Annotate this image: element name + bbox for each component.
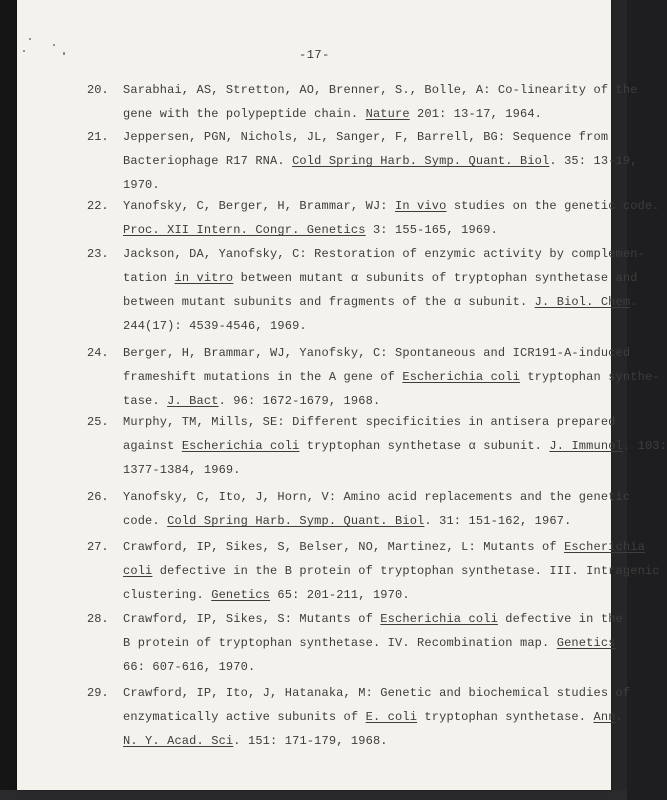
reference-line [123,415,616,429]
underlined-citation-text: Ann [593,710,616,724]
underlined-citation-text: Nature [365,107,410,121]
citation-text: . 31: 151-162, 1967. [424,514,572,528]
reference-line [123,271,638,285]
scan-speck [23,50,25,52]
reference-line [123,710,623,724]
citation-text: defective in the [497,612,623,626]
citation-text: 201: 13-17, 1964. [409,107,543,121]
reference-number: 22. [87,199,109,213]
underlined-citation-text: J. Bact [167,394,219,408]
reference-line [123,734,388,748]
reference-number: 29. [87,686,109,700]
citation-text: . 103: [622,439,667,453]
citation-text: Jackson, DA, Yanofsky, C: Restoration of enzymic activity by complemen- [123,247,645,261]
reference-line [123,588,410,602]
reference-line [123,463,241,477]
underlined-citation-text: coli [123,564,153,578]
citation-text: tryptophan synthe- [519,370,660,384]
reference-line [123,370,660,384]
citation-text: Crawford, IP, Sikes, S, Belser, NO, Martinez, L: Mutants of [123,540,565,554]
citation-text: 66: 607-616, 1970. [123,660,256,674]
citation-text: Bacteriophage R17 RNA. [123,154,293,168]
document-page [17,0,667,790]
citation-text: tryptophan synthetase. [417,710,594,724]
scan-border-left [0,0,17,800]
reference-line [123,612,623,626]
underlined-citation-text: J. Immunol [549,439,623,453]
underlined-citation-text: Escherichia coli [380,612,498,626]
underlined-citation-text: Cold Spring Harb. Symp. Quant. Biol [292,154,550,168]
scan-speck [29,38,31,40]
reference-number: 28. [87,612,109,626]
citation-text: between mutant α subunits of tryptophan synthetase and [233,271,638,285]
citation-text: 244(17): 4539-4546, 1969. [123,319,307,333]
citation-text: B protein of tryptophan synthetase. IV. Recombination map. [123,636,557,650]
reference-number: 26. [87,490,109,504]
citation-text: . 35: 13-19, [549,154,638,168]
reference-line [123,130,608,144]
citation-text: Crawford, IP, Sikes, S: Mutants of [123,612,381,626]
underlined-citation-text: Cold Spring Harb. Symp. Quant. Biol [167,514,425,528]
citation-text: 65: 201-211, 1970. [270,588,410,602]
reference-line [123,636,616,650]
underlined-citation-text: Genetics [556,636,616,650]
citation-text: tase. [123,394,168,408]
reference-line [123,319,307,333]
scan-border-right [611,0,627,800]
reference-line [123,660,255,674]
reference-line [123,107,542,121]
citation-text: . [615,710,623,724]
underlined-citation-text: Proc. XII Intern. Congr. Genetics [123,223,366,237]
reference-line [123,540,645,554]
reference-line [123,178,160,192]
reference-number: 20. [87,83,109,97]
citation-text: against [123,439,182,453]
reference-line [123,394,380,408]
scan-speck [53,44,55,46]
citation-text: studies on the genetic code. [446,199,660,213]
citation-text: Jeppersen, PGN, Nichols, JL, Sanger, F, Barrell, BG: Sequence from [123,130,609,144]
citation-text: Yanofsky, C, Ito, J, Horn, V: Amino acid replacements and the genetic [123,490,631,504]
reference-line [123,247,645,261]
reference-number: 21. [87,130,109,144]
citation-text: clustering. [123,588,212,602]
reference-line [123,83,638,97]
reference-line [123,564,660,578]
reference-line [123,346,630,360]
citation-text: . 151: 171-179, 1968. [233,734,388,748]
citation-text: Crawford, IP, Ito, J, Hatanaka, M: Genetic and biochemical studies of [123,686,631,700]
underlined-citation-text: Genetics [211,588,271,602]
reference-line [123,439,667,453]
scan-border-bottom [0,790,627,800]
scan-speck [63,52,65,55]
citation-text: defective in the B protein of tryptophan synthetase. III. Intragenic [152,564,660,578]
reference-number: 24. [87,346,109,360]
reference-number: 27. [87,540,109,554]
citation-text: Murphy, TM, Mills, SE: Different specificities in antisera prepared [123,415,616,429]
reference-number: 23. [87,247,109,261]
citation-text: . 96: 1672-1679, 1968. [218,394,381,408]
citation-text: code. [123,514,168,528]
citation-text: Sarabhai, AS, Stretton, AO, Brenner, S., Bolle, A: Co-linearity of the [123,83,638,97]
reference-line [123,686,630,700]
reference-number: 25. [87,415,109,429]
underlined-citation-text: Escherichia [564,540,645,554]
citation-text: enzymatically active subunits of [123,710,366,724]
reference-line [123,199,660,213]
citation-text: tryptophan synthetase α subunit. [299,439,550,453]
underlined-citation-text: In vivo [395,199,447,213]
citation-text: frameshift mutations in the A gene of [123,370,403,384]
citation-text: gene with the polypeptide chain. [123,107,366,121]
page-number: -17- [299,48,330,62]
citation-text: 1377-1384, 1969. [123,463,241,477]
citation-text: 1970. [123,178,160,192]
reference-line [123,295,638,309]
citation-text: . [630,295,638,309]
underlined-citation-text: Escherichia coli [402,370,520,384]
reference-line [123,514,571,528]
citation-text: Berger, H, Brammar, WJ, Yanofsky, C: Spontaneous and ICR191-A-induced [123,346,631,360]
reference-line [123,490,630,504]
reference-line [123,223,498,237]
underlined-citation-text: in vitro [174,271,234,285]
citation-text: Yanofsky, C, Berger, H, Brammar, WJ: [123,199,395,213]
reference-line [123,154,638,168]
underlined-citation-text: Escherichia coli [181,439,300,453]
underlined-citation-text: N. Y. Acad. Sci [123,734,234,748]
citation-text: 3: 155-165, 1969. [365,223,498,237]
citation-text: between mutant subunits and fragments of the α subunit. [123,295,535,309]
citation-text: tation [123,271,175,285]
underlined-citation-text: J. Biol. Chem [534,295,631,309]
underlined-citation-text: E. coli [365,710,418,724]
